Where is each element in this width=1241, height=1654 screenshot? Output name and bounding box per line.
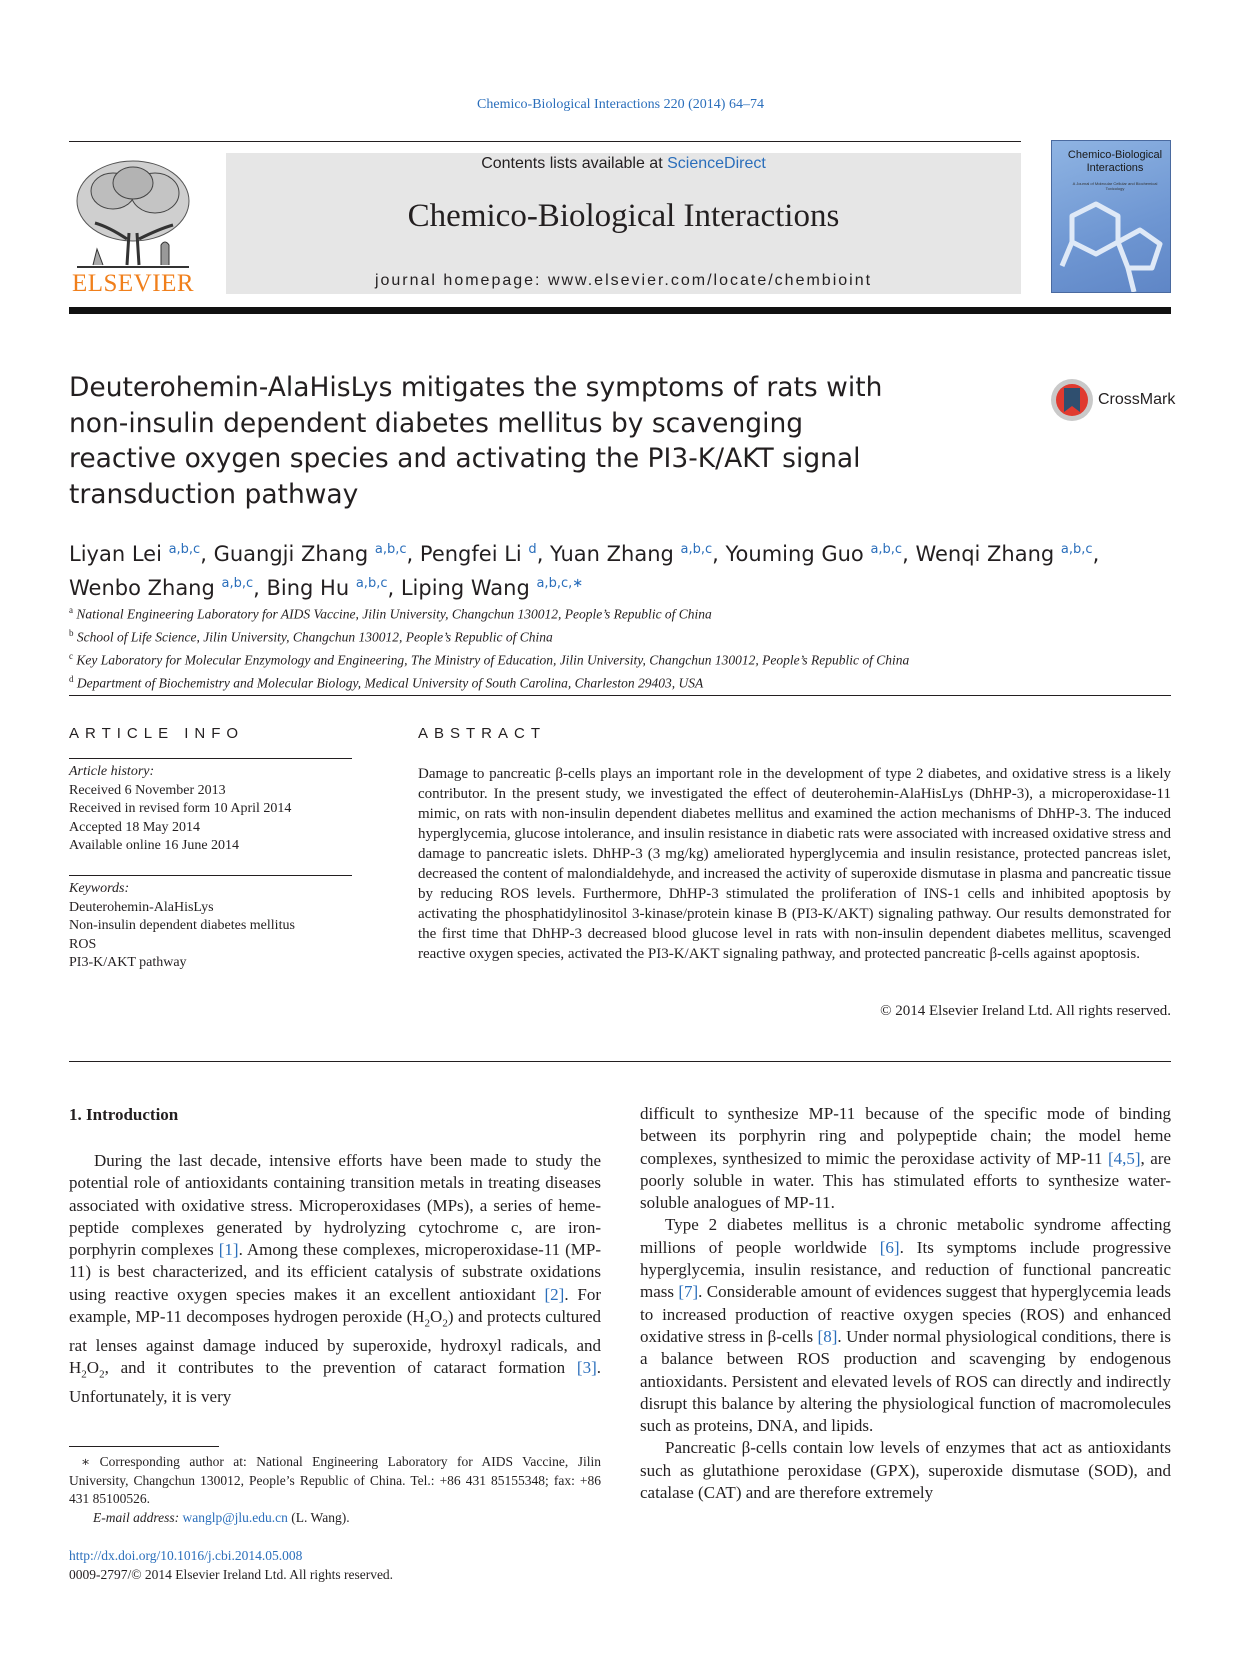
- author-affiliation-marker[interactable]: a,b,c: [355, 576, 388, 591]
- affiliation-item: $^b$ School of Life Science, Jilin University, Changchun 130012, People’s Republic of China: [69, 628, 553, 645]
- author-name[interactable]: Yuan Zhang: [550, 542, 681, 566]
- citation-link[interactable]: [6]: [879, 1237, 900, 1257]
- keywords-label: Keywords:: [69, 881, 130, 896]
- author-name[interactable]: Bing Hu: [266, 576, 356, 600]
- body-paragraph: Pancreatic β-cells contain low levels of enzymes that act as antioxidants such as glutathione peroxidase (GPX), superoxide dismutase (SOD), and catalase (CAT) and are therefore extremely: [640, 1438, 1171, 1503]
- issn-copyright: 0009-2797/© 2014 Elsevier Ireland Ltd. All rights reserved.: [69, 1567, 394, 1582]
- citation-link[interactable]: [2]: [544, 1284, 565, 1304]
- history-received: Received 6 November 2013: [69, 782, 226, 798]
- body-rule: [69, 1061, 1171, 1062]
- author-name[interactable]: Wenqi Zhang: [915, 542, 1061, 566]
- journal-homepage[interactable]: journal homepage: www.elsevier.com/locate/chembioint: [374, 272, 873, 289]
- keywords: [69, 880, 352, 973]
- body-column-left: [69, 1150, 601, 1408]
- crossmark-label[interactable]: CrossMark: [1098, 391, 1176, 408]
- author-affiliation-marker[interactable]: a,b,c,∗: [536, 576, 584, 591]
- header-thick-rule: [69, 307, 1171, 314]
- keyword-item: ROS: [69, 936, 97, 952]
- author-name[interactable]: Wenbo Zhang: [69, 576, 222, 600]
- corresponding-author-text: ∗ Corresponding author at: National Engineering Laboratory for AIDS Vaccine, Jilin University, Changchun 130012, People’s Republic of China. Tel.: +86 431 85155348; fax: +86 431 85100526.: [69, 1454, 601, 1506]
- author-name[interactable]: Guangji Zhang: [213, 542, 375, 566]
- keyword-item: Non-insulin dependent diabetes mellitus: [69, 918, 295, 933]
- article-info-rule: [69, 758, 352, 759]
- abstract-text: Damage to pancreatic β-cells plays an important role in the development of type 2 diabetes, and oxidative stress is a likely contributor. In the present study, we investigated the effect of deuterohemin-AlaHisLys (DhHP-3), a microperoxidase-11 mimic, on rats with non-insulin dependent diabetes mellitus and examined the action mechanisms of DhHP-3. The induced hyperglycemia, glucose intolerance, and insulin resistance in diabetic rats were associated with increased oxidative stress and damage to pancreatic islets. DhHP-3 (3 mg/kg) ameliorated hyperglycemia and insulin resistance, protected pancreas islet, decreased the content of malondialdehyde, and increased the activity of superoxide dismutase in plasma and pancreatic tissue by reducing ROS levels. Furthermore, DhHP-3 stimulated the proliferation of INS-1 cells and inhibited apoptosis by activating the phosphatidylinositol 3-kinase/protein kinase B (PI3-K/AKT) signaling pathway. Our results demonstrated for the first time that DhHP-3 decreased blood glucose level in rats with non-insulin dependent diabetes mellitus, scavenged reactive oxygen species, activated the PI3-K/AKT signaling pathway, and protected pancreatic β-cells against apoptosis.: [418, 766, 1171, 962]
- keywords-rule: [69, 875, 352, 876]
- author-name[interactable]: Youming Guo: [725, 542, 871, 566]
- body-paragraph: Type 2 diabetes mellitus is a chronic metabolic syndrome affecting millions of people worldwide [6]. Its symptoms include progressive hyperglycemia, insulin resistance, and reduction of functional pancreatic mass [7]. Considerable amount of evidences suggest that hyperglycemia leads to increased production of reactive oxygen species (ROS) and enhanced oxidative stress in β-cells [8]. Under normal physiological conditions, there is a balance between ROS production and scavenging by endogenous antioxidants. Persistent and elevated levels of ROS can directly and indirectly disrupt this balance by altering the physiological function of macromolecules such as proteins, DNA, and lipids.: [640, 1215, 1172, 1436]
- citation-link[interactable]: [1]: [218, 1240, 239, 1260]
- history-accepted: Accepted 18 May 2014: [69, 819, 201, 835]
- cover-title: Chemico-Biological Interactions: [1067, 149, 1163, 174]
- citation-link[interactable]: [7]: [678, 1282, 699, 1302]
- molecule-icon: [1052, 196, 1171, 293]
- citation-link[interactable]: [4,5]: [1107, 1148, 1141, 1168]
- history-label: Article history:: [69, 764, 155, 779]
- footnote-rule: [69, 1446, 219, 1447]
- citation-link[interactable]: [3]: [576, 1358, 597, 1378]
- author-list: Liyan Lei $^{a,b,c}$, Guangji Zhang $^{a,b,c}$, Pengfei Li $^d$, Yuan Zhang $^{a,b,c}$, Youming Guo $^{a,b,c}$, Wenqi Zhang $^{a,b,c}$, Wenbo Zhang $^{a,b,c}$, Bing Hu $^{a,b,c}$, Liping Wang $^{a,b,c,∗}$: [69, 542, 1100, 600]
- article-history: [69, 763, 352, 856]
- body-paragraph: difficult to synthesize MP-11 because of the specific mode of binding between its porphyrin ring and polypeptide chain; the model heme complexes, synthesized to mimic the peroxidase activity of MP-11 [4,5], are poorly soluble in water. This has stimulated efforts to synthesize water-soluble analogues of MP-11.: [640, 1104, 1171, 1213]
- author-name[interactable]: Liping Wang: [400, 576, 537, 600]
- author-affiliation-marker[interactable]: a,b,c: [680, 542, 713, 557]
- author-affiliation-marker[interactable]: a,b,c: [168, 542, 201, 557]
- crossmark-icon[interactable]: [1050, 378, 1094, 422]
- tree-icon: [69, 153, 197, 271]
- elsevier-wordmark: ELSEVIER: [71, 270, 195, 297]
- article-title: Deuterohemin-AlaHisLys mitigates the symptoms of rats with non-insulin dependent diabetes mellitus by scavenging reactive oxygen species and activating the PI3-K/AKT signal transduction pathway: [69, 372, 883, 510]
- author-affiliation-marker[interactable]: a,b,c: [1060, 542, 1093, 557]
- author-affiliation-marker[interactable]: d: [528, 542, 537, 557]
- history-revised: Received in revised form 10 April 2014: [69, 801, 292, 816]
- email-link[interactable]: wanglp@jlu.edu.cn: [182, 1509, 288, 1525]
- journal-citation-link[interactable]: Chemico-Biological Interactions 220 (2014) 64–74: [477, 97, 764, 112]
- abstract-heading: ABSTRACT: [418, 725, 547, 742]
- email-line: E-mail address: wanglp@jlu.edu.cn (L. Wang).: [93, 1509, 350, 1525]
- keyword-item: Deuterohemin-AlaHisLys: [69, 899, 214, 915]
- keyword-item: PI3-K/AKT pathway: [69, 955, 187, 970]
- article-info-heading: ARTICLE INFO: [69, 725, 245, 742]
- corresponding-author-footnote: [69, 1453, 601, 1527]
- body-paragraph: During the last decade, intensive efforts have been made to study the potential role of antioxidants containing transition metals in treating diseases associated with oxidative stress. Microperoxidases (MPs), a series of heme-peptide complexes generated by hydrolyzing cytochrome c, are iron-porphyrin complexes [1]. Among these complexes, microperoxidase-11 (MP-11) is best characterized, and its efficient catalysis of substrate oxidations using reactive oxygen species makes it an excellent antioxidant [2]. For example, MP-11 decomposes hydrogen peroxide $(H_2O_2)$ and protects cultured rat lenses against damage induced by superoxide, hydroxyl radicals, and $H_2O_2$, and it contributes to the prevention of cataract formation [3]. Unfortunately, it is very: [69, 1151, 601, 1406]
- affiliation-item: $^d$ Department of Biochemistry and Molecular Biology, Medical University of South Carolina, Charleston 29403, USA: [69, 674, 704, 691]
- journal-cover-image: [1051, 140, 1171, 293]
- affiliation-item: $^c$ Key Laboratory for Molecular Enzymology and Engineering, The Ministry of Education, Jilin University, Changchun 130012, People’s Republic of China: [69, 651, 910, 668]
- history-online: Available online 16 June 2014: [69, 838, 240, 853]
- author-affiliation-marker[interactable]: a,b,c: [374, 542, 407, 557]
- cover-subtitle: A Journal of Molecular Cellular and Biochemical Toxicology: [1072, 181, 1158, 191]
- section-heading-introduction: 1. Introduction: [69, 1105, 179, 1124]
- author-affiliation-marker[interactable]: a,b,c: [870, 542, 903, 557]
- abstract-copyright: © 2014 Elsevier Ireland Ltd. All rights reserved.: [880, 1003, 1171, 1019]
- journal-title: Chemico-Biological Interactions: [407, 198, 840, 234]
- sciencedirect-link[interactable]: ScienceDirect: [667, 155, 766, 172]
- author-name[interactable]: Liyan Lei: [69, 542, 169, 566]
- body-column-right: [640, 1103, 1171, 1504]
- author-affiliation-marker[interactable]: a,b,c: [221, 576, 254, 591]
- affiliation-item: $^a$ National Engineering Laboratory for AIDS Vaccine, Jilin University, Changchun 130012, People’s Republic of China: [69, 605, 712, 622]
- author-name[interactable]: Pengfei Li: [419, 542, 529, 566]
- header-rule: [69, 141, 1021, 142]
- affiliation-list: [69, 601, 1169, 693]
- citation-link[interactable]: [8]: [817, 1326, 838, 1346]
- doi-link[interactable]: http://dx.doi.org/10.1016/j.cbi.2014.05.008: [69, 1548, 303, 1563]
- contents-line: Contents lists available at ScienceDirect: [481, 155, 766, 172]
- section-rule: [69, 695, 1171, 696]
